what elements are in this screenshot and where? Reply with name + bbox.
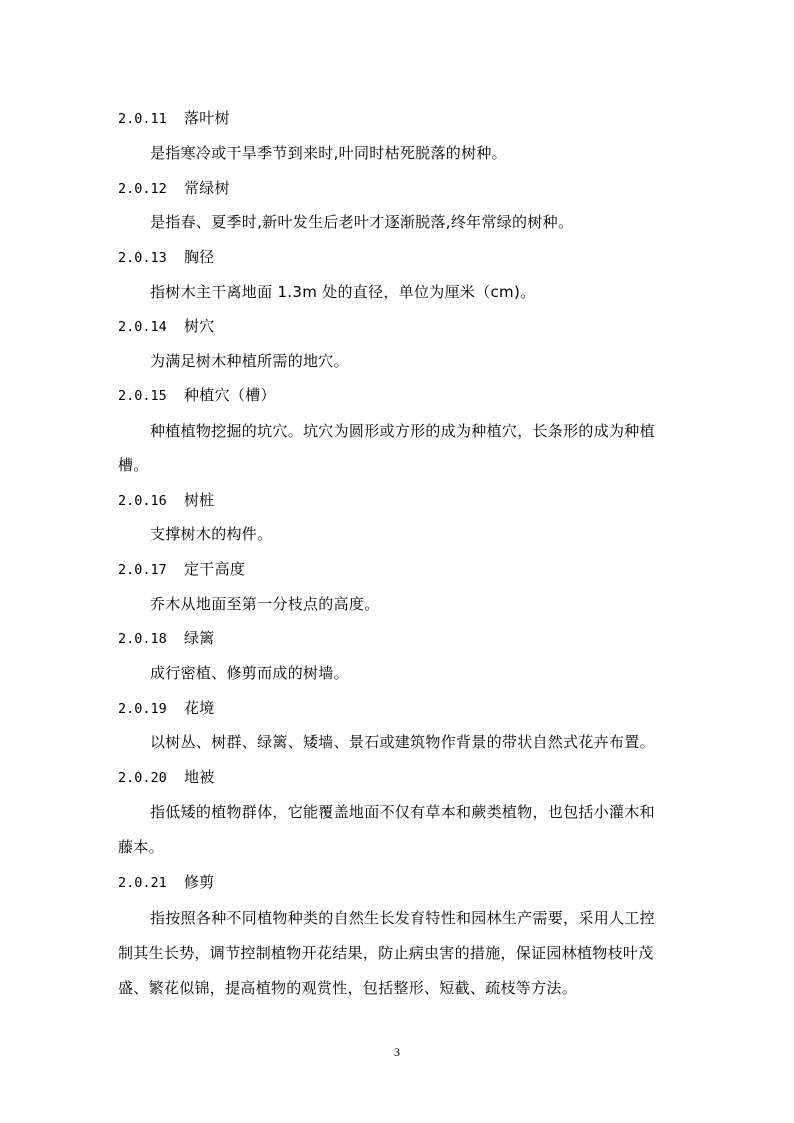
term-definition: 指按照各种不同植物种类的自然生长发育特性和园林生产需要，采用人工控	[150, 909, 655, 927]
term-number: 2.0.14	[118, 319, 167, 335]
term-heading	[118, 767, 215, 788]
term-number: 2.0.21	[118, 875, 167, 891]
term-number: 2.0.17	[118, 562, 167, 578]
term-definition: 为满足树木种植所需的地穴。	[150, 352, 349, 370]
term-definition: 以树丛、树群、绿篱、矮墙、景石或建筑物作背景的带状自然式花卉布置。	[150, 733, 655, 751]
term-number: 2.0.16	[118, 493, 167, 509]
term-title: 树桩	[184, 491, 215, 509]
term-heading	[118, 698, 215, 719]
term-definition-continued: 制其生长势，调节控制植物开花结果，防止病虫害的措施，保证园林植物枝叶茂	[118, 944, 654, 962]
term-number: 2.0.18	[118, 631, 167, 647]
term-definition: 是指寒冷或干旱季节到来时,叶同时枯死脱落的树种。	[150, 144, 507, 162]
term-number: 2.0.12	[118, 181, 167, 197]
term-heading	[118, 385, 276, 406]
term-title: 常绿树	[184, 179, 230, 197]
term-heading	[118, 178, 230, 199]
term-definition-continued: 藤本。	[118, 838, 164, 856]
term-title: 修剪	[184, 873, 215, 891]
term-title: 树穴	[184, 317, 215, 335]
term-definition-continued: 槽。	[118, 456, 149, 474]
term-heading	[118, 247, 215, 268]
term-heading	[118, 316, 215, 337]
term-heading	[118, 490, 215, 511]
term-title: 地被	[184, 768, 215, 786]
term-title: 落叶树	[184, 109, 230, 127]
term-definition: 是指春、夏季时,新叶发生后老叶才逐渐脱落,终年常绿的树种。	[150, 213, 574, 231]
term-heading	[118, 872, 215, 893]
term-title: 绿篱	[184, 629, 215, 647]
term-number: 2.0.15	[118, 388, 167, 404]
term-number: 2.0.20	[118, 770, 167, 786]
term-definition: 支撑树木的构件。	[150, 525, 273, 543]
page-number: 3	[394, 1045, 400, 1059]
term-definition-continued: 盛、繁花似锦，提高植物的观赏性，包括整形、短截、疏枝等方法。	[118, 979, 578, 997]
term-number: 2.0.19	[118, 701, 167, 717]
term-title: 胸径	[184, 248, 215, 266]
term-definition: 指树木主干离地面 1.3m 处的直径，单位为厘米（cm)。	[150, 283, 536, 301]
term-number: 2.0.13	[118, 250, 167, 266]
term-definition: 种植植物挖掘的坑穴。坑穴为圆形或方形的成为种植穴，长条形的成为种植	[150, 422, 655, 440]
term-title: 花境	[184, 699, 215, 717]
term-definition: 成行密植、修剪而成的树墙。	[150, 664, 349, 682]
term-number: 2.0.11	[118, 111, 167, 127]
term-title: 种植穴（槽）	[184, 386, 276, 404]
term-heading	[118, 559, 245, 580]
term-definition: 乔木从地面至第一分枝点的高度。	[150, 595, 380, 613]
term-definition: 指低矮的植物群体，它能覆盖地面不仅有草本和蕨类植物，也包括小灌木和	[150, 803, 655, 821]
term-heading	[118, 108, 230, 129]
term-title: 定干高度	[184, 560, 246, 578]
term-heading	[118, 628, 215, 649]
